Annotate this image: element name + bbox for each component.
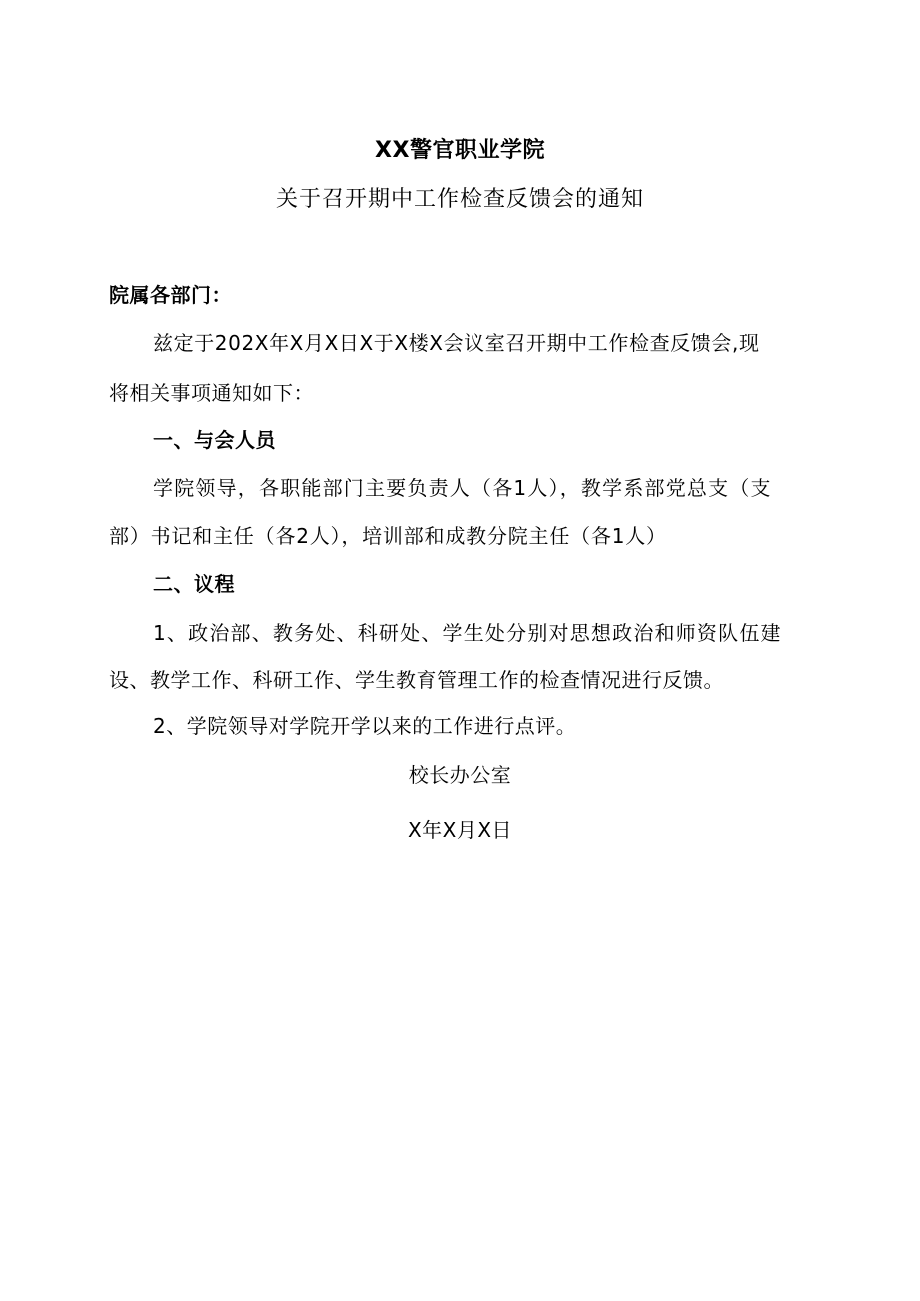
document-title: 关于召开期中工作检查反馈会的通知 — [275, 187, 644, 212]
agenda-item-1-line-1: 1、政治部、教务处、科研处、学生处分别对思想政治和师资队伍建 — [153, 621, 782, 645]
intro-paragraph-line-2: 将相关事项通知如下： — [109, 381, 314, 405]
attendees-paragraph-line-2: 部）书记和主任（各2人），培训部和成教分院主任（各1人） — [109, 524, 667, 548]
signature-office: 校长办公室 — [408, 763, 512, 787]
section-heading-attendees: 一、与会人员 — [153, 428, 276, 452]
agenda-item-1-line-2: 设、教学工作、科研工作、学生教育管理工作的检查情况进行反馈。 — [109, 668, 724, 692]
agenda-item-2: 2、学院领导对学院开学以来的工作进行点评。 — [153, 714, 577, 738]
signature-date: X年X月X日 — [407, 818, 513, 842]
attendees-paragraph-line-1: 学院领导，各职能部门主要负责人（各1人），教学系部党总支（支 — [153, 476, 772, 500]
intro-paragraph-line-1: 兹定于202X年X月X日X于X楼X会议室召开期中工作检查反馈会,现 — [153, 331, 760, 355]
document-org-title: XX警官职业学院 — [375, 138, 545, 163]
salutation: 院属各部门： — [109, 283, 232, 307]
section-heading-agenda: 二、议程 — [153, 572, 235, 596]
